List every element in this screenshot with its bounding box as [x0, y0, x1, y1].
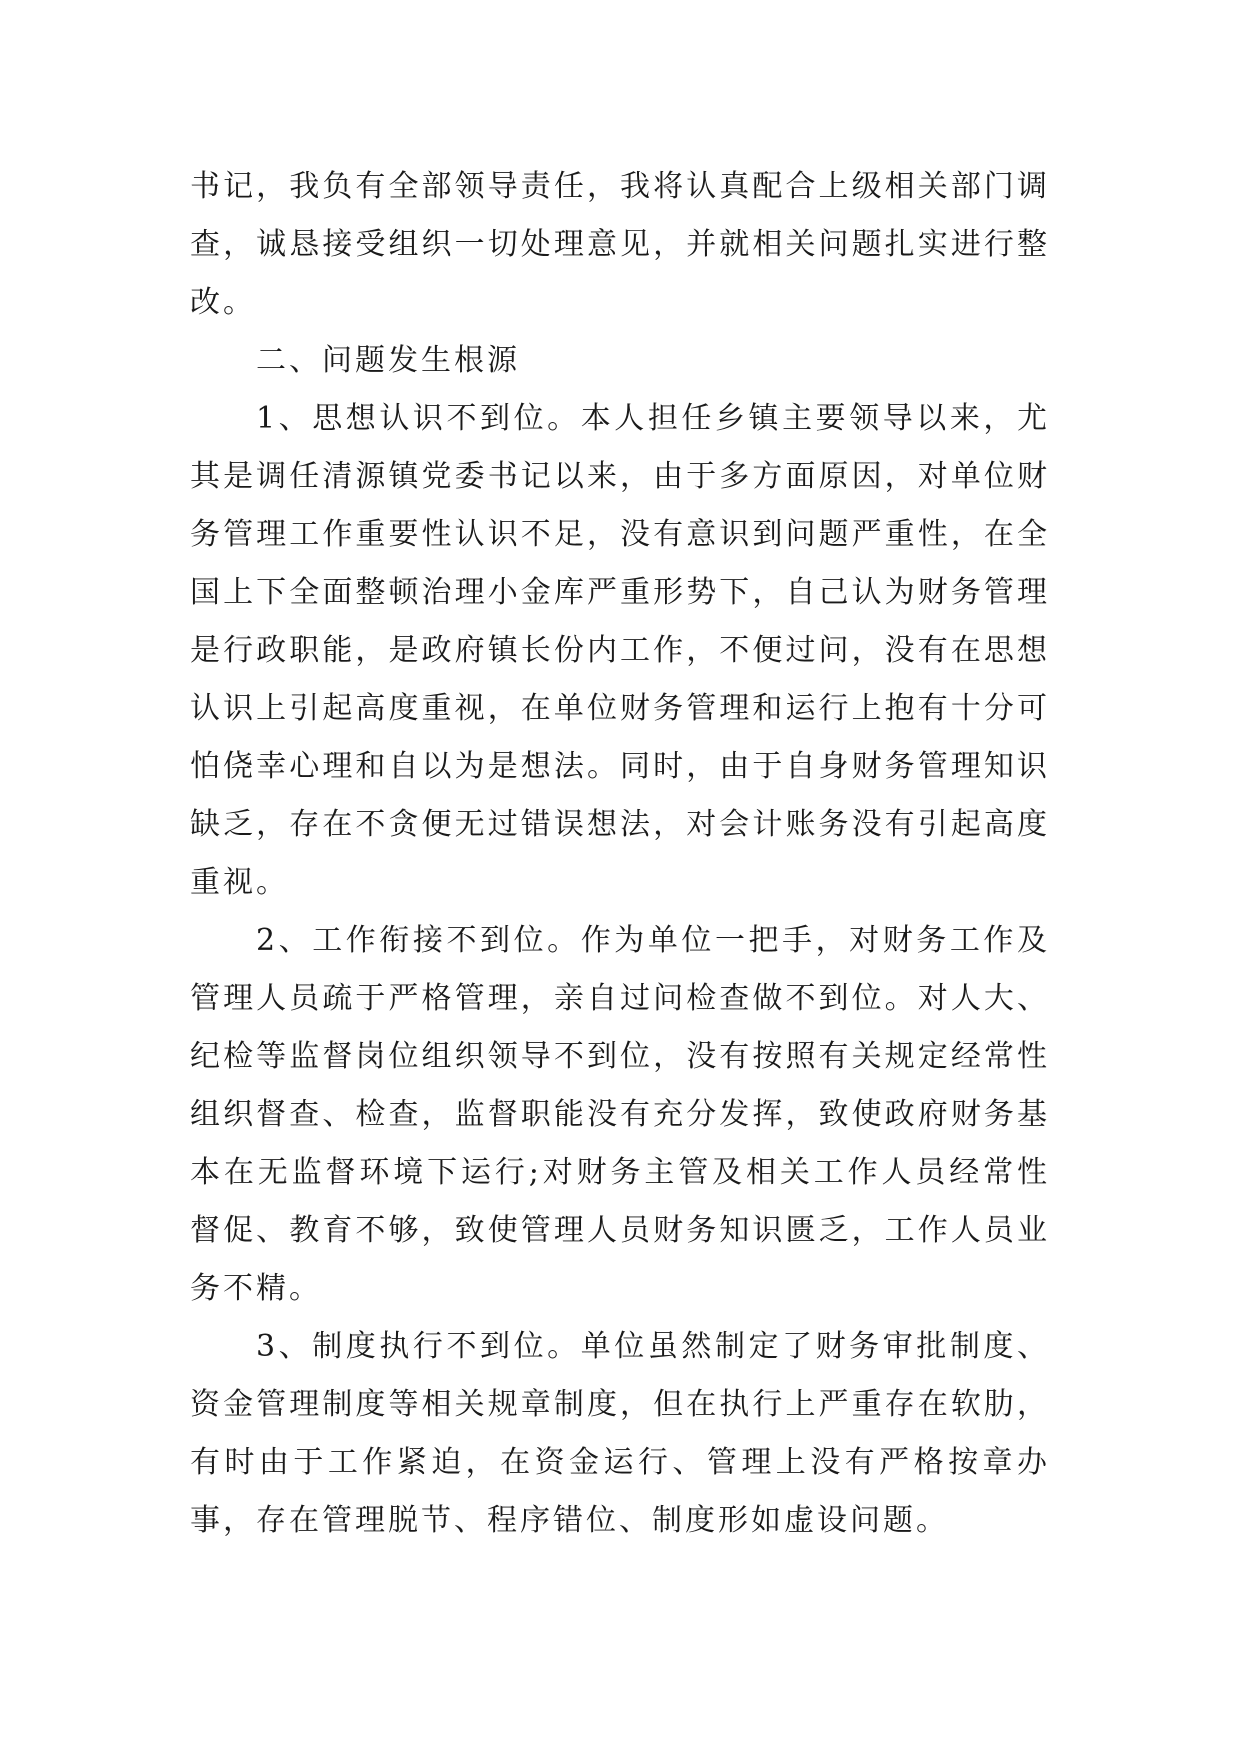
paragraph-item-3: 3、制度执行不到位。单位虽然制定了财务审批制度、资金管理制度等相关规章制度，但在执行上严重存在软肋，有时由于工作紧迫，在资金运行、管理上没有严格按章办事，存在管理脱节、程序错位、制度形如虚设问题。 — [190, 1329, 1050, 1538]
paragraph-item-1: 1、思想认识不到位。本人担任乡镇主要领导以来，尤其是调任清源镇党委书记以来，由于多方面原因，对单位财务管理工作重要性认识不足，没有意识到问题严重性，在全国上下全面整顿治理小金库严重形势下，自己认为财务管理是行政职能，是政府镇长份内工作，不便过问，没有在思想认识上引起高度重视，在单位财务管理和运行上抱有十分可怕侥幸心理和自以为是想法。同时，由于自身财务管理知识缺乏，存在不贪便无过错误想法，对会计账务没有引起高度重视。 — [190, 401, 1050, 900]
paragraph-continuation: 书记，我负有全部领导责任，我将认真配合上级相关部门调查，诚恳接受组织一切处理意见，并就相关问题扎实进行整改。 — [190, 169, 1050, 320]
document-page — [190, 158, 1050, 1550]
section-heading: 二、问题发生根源 — [256, 343, 520, 378]
paragraph-item-2: 2、工作衔接不到位。作为单位一把手，对财务工作及管理人员疏于严格管理，亲自过问检查做不到位。对人大、纪检等监督岗位组织领导不到位，没有按照有关规定经常性组织督查、检查，监督职能没有充分发挥，致使政府财务基本在无监督环境下运行;对财务主管及相关工作人员经常性督促、教育不够，致使管理人员财务知识匮乏，工作人员业务不精。 — [190, 923, 1050, 1306]
